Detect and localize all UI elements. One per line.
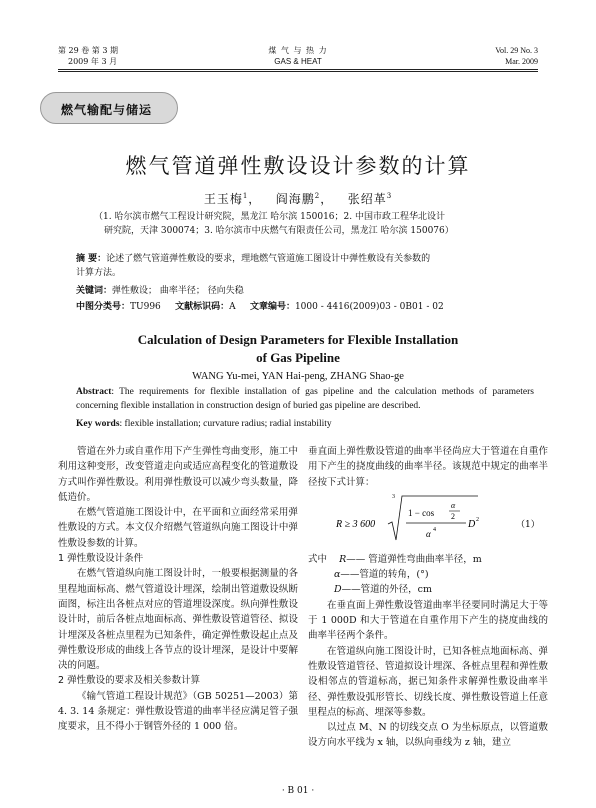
paper-title-en-cont: of Gas Pipeline xyxy=(256,350,340,365)
affiliation-line: （1. 哈尔滨市燃气工程设计研究院，黑龙江 哈尔滨 150016；2. 中国市政工程华北设计 xyxy=(94,212,445,222)
body-paragraph: 在燃气管道纵向施工图设计时，一般要根据测量的各里程地面标高、燃气管道设计埋深，绘制出管道敷设纵断面图，标注出各桩点对应的管道埋设深度。纵向弹性敷设设计时，前后各桩点地面标高、弹性敷设管道管径、拟设计埋深及各桩点里程为已知条件，确定弹性敷设起止点及弹性敷设形成的曲线上各节点的设计埋深，是设计中要解决的问题。 xyxy=(58,568,298,672)
variable-desc: —— 管道弹性弯曲曲率半径，m xyxy=(346,553,482,565)
header-rule-2 xyxy=(58,71,538,72)
section-banner-label: 燃气输配与储运 xyxy=(61,103,153,117)
body-paragraph: 在管道纵向施工图设计时，已知各桩点地面标高、弹性敷设管道管径、管道拟设计埋深、各桩点里程和弹性敷设相邻点的管道标高，据已知条件求解弹性敷设曲率半径、弹性敷设弧形管长、切线长度、弹性敷设管道上任意里程点的标高、埋深等参数。 xyxy=(308,645,548,718)
variable-definition xyxy=(308,582,548,597)
body-paragraph: 《输气管道工程设计规范》（GB 50251—2003）第 4. 3. 14 条规定：弹性敷设管道的曲率半径应满足管子强度要求，且不得小于钢管外径的 1 000 倍。 xyxy=(58,690,298,733)
clc-label: 中图分类号： xyxy=(76,302,131,312)
author-mark: 1 xyxy=(242,192,249,200)
journal-name-en: GAS & HEAT xyxy=(274,57,322,66)
formula-d-power: 2 xyxy=(476,516,479,523)
formula-power: 4 xyxy=(433,526,436,533)
variable-definition xyxy=(308,552,548,567)
keywords-en-label: Key words xyxy=(76,419,120,429)
paper-title-cn: 燃气管道弹性敷设设计参数的计算 xyxy=(125,154,471,178)
author-name: 张绍革 xyxy=(347,192,387,206)
body-paragraph: 以过点 M、N 的切线交点 O 为坐标原点，以管道敷设方向水平线为 x 轴，以纵向垂线为 z 轴，建立 xyxy=(308,722,548,749)
variable-symbol: α xyxy=(334,569,341,581)
variable-symbol: D xyxy=(334,584,342,596)
clc-value: TU996 xyxy=(130,302,161,312)
abstract-cn-cont: 计算方法。 xyxy=(76,268,122,278)
header-rule xyxy=(58,69,538,70)
formula-alpha-top: α xyxy=(451,500,456,510)
formula-svg xyxy=(308,490,548,552)
abstract-en xyxy=(76,385,534,413)
affiliation-line: 研究院，天津 300074；3. 哈尔滨市中庆燃气有限责任公司，黑龙江 哈尔滨 150076） xyxy=(104,226,454,236)
formula-radical xyxy=(388,493,478,540)
authors-cn: 王玉梅$^1$， 阎海鹏$^2$， 张绍革$^3$ xyxy=(203,192,393,206)
formula-number: （1） xyxy=(516,519,540,530)
formula-numerator: 1 − cos xyxy=(408,507,435,518)
author-mark: 2 xyxy=(314,192,321,200)
keywords-en xyxy=(76,417,534,431)
abstract-label: 摘 要： xyxy=(76,254,107,264)
journal-date: 2009 年 3 月 xyxy=(68,57,118,66)
abstract-text: 论述了燃气管道弹性敷设的要求，理地燃气管道施工图设计中弹性敷设有关参数的 xyxy=(106,254,431,264)
page-number: · B 01 · xyxy=(281,786,315,796)
formula-two: 2 xyxy=(451,511,455,521)
variable-desc: ——管道的转角，(°) xyxy=(340,569,429,581)
doc-value: A xyxy=(229,302,236,312)
section-heading: 2 弹性敷设的要求及相关参数计算 xyxy=(58,675,201,687)
keywords-en-text: : flexible installation; curvature radius; radial instability xyxy=(119,419,332,429)
author-name: 王玉梅 xyxy=(203,192,243,206)
abstract-cn xyxy=(76,252,536,266)
article-id-value: 1000 - 4416(2009)03 - 0B01 - 02 xyxy=(294,302,444,312)
journal-volume: 第 29 卷 第 3 期 xyxy=(58,46,118,55)
formula-denominator: α xyxy=(426,528,431,539)
body-paragraph: 垂直面上弹性敷设管道的曲率半径尚应大于管道在自重作用下产生的挠度曲线的曲率半径。该规范中规定的曲率半径按下式计算： xyxy=(308,446,548,488)
formula-lhs: R ≥ 3 600 xyxy=(336,518,376,530)
body-paragraph: 在垂直面上弹性敷设管道曲率半径要同时满足大于等于 1 000D 和大于管道在自重作用下产生的挠度曲线的曲率半径两个条件。 xyxy=(308,599,548,642)
section-banner xyxy=(40,92,178,124)
variable-symbol: R xyxy=(339,553,347,565)
classification-line xyxy=(76,300,536,314)
keywords-cn xyxy=(76,284,536,298)
formula-1 xyxy=(308,490,548,552)
body-paragraph: 在燃气管道施工图设计中，在平面和立面经常采用弹性敷设的方式。本文仅介绍燃气管道纵向施工图设计中弹性敷设参数的计算。 xyxy=(58,507,298,549)
article-id-label: 文章编号： xyxy=(249,302,295,312)
abstract-en-text: : The requirements for flexible installation of gas pipeline and the calculation methods of parameters concerning flexible installation in construction design of buried gas pipeline are described. xyxy=(76,387,534,411)
paper-title-en: Calculation of Design Parameters for Flexible Installation xyxy=(137,332,459,347)
body-paragraph: 管道在外力或自重作用下产生弹性弯曲变形，施工中利用这种变形，改变管道走向或适应高程变化的管道敷设方式叫作弹性敷设。利用弹性敷设可以减少弯头数量，降低造价。 xyxy=(58,446,298,503)
doc-label: 文献标识码： xyxy=(175,302,230,312)
formula-cube-index: 3 xyxy=(392,493,395,500)
author-mark: 3 xyxy=(386,192,393,200)
variable-desc: ——管道的外径，cm xyxy=(341,584,432,596)
abstract-en-label: Abstract xyxy=(76,387,112,397)
where-label: 式中 xyxy=(308,553,328,565)
keywords-text: 弹性敷设； 曲率半径； 径向失稳 xyxy=(112,286,244,296)
left-column xyxy=(58,444,298,735)
author-name: 阎海鹏 xyxy=(275,192,315,206)
journal-volume-en: Vol. 29 No. 3 xyxy=(495,46,538,55)
authors-en: WANG Yu-mei, YAN Hai-peng, ZHANG Shao-ge xyxy=(192,371,404,382)
keywords-label: 关键词： xyxy=(76,286,113,296)
section-heading: 1 弹性敷设设计条件 xyxy=(58,553,144,565)
journal-name-cn: 煤 气 与 热 力 xyxy=(268,46,328,55)
right-column xyxy=(308,444,548,751)
variable-definition xyxy=(308,567,548,582)
formula-d: D xyxy=(468,518,476,530)
journal-date-en: Mar. 2009 xyxy=(505,57,538,66)
